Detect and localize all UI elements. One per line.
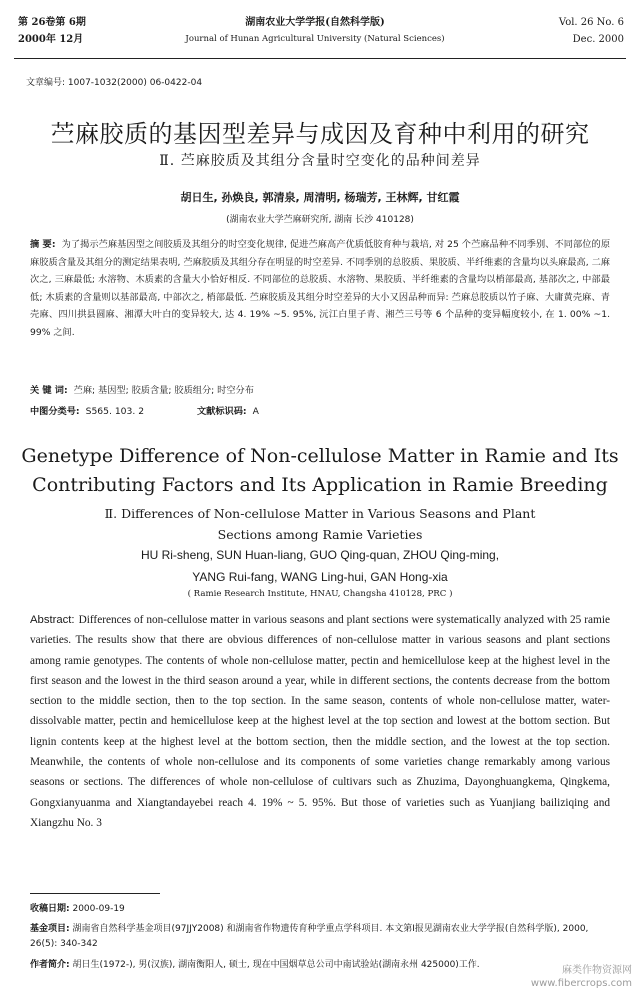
english-subtitle-line-1: Ⅱ. Differences of Non-cellulose Matter in Various Seasons and Plant [104, 506, 536, 521]
journal-zh: 湖南农业大学学报(自然科学版) [245, 17, 385, 28]
date-en: Dec. 2000 [572, 34, 624, 45]
footnote-fund [30, 922, 615, 952]
footnote-received [30, 902, 615, 917]
header-right [559, 14, 624, 48]
header-rule [14, 58, 626, 59]
footnote-rule [30, 893, 160, 894]
english-abstract [30, 610, 610, 833]
chinese-affiliation: (湖南农业大学苎麻研究所, 湖南 长沙 410128) [226, 215, 414, 225]
english-subtitle [0, 503, 640, 545]
received-label: 收稿日期: [30, 904, 70, 914]
chinese-abstract-text: 为了揭示苎麻基因型之间胶质及其组分的时空变化规律, 促进苎麻高产优质低胶育种与栽培, 对 25 个苎麻品种不同季别、不同部位的原麻胶质含量及其组分的测定结果表明, 苎麻胶质及其组分存在明显的时空差异. 不同季别的总胶质、果胶质、半纤维素的含量均以头麻最高, 二麻次之, 三麻最低; 水溶物、木质素的含量大小恰好相反. 不同部位的总胶质、水溶物、果胶质、半纤维素的含量均以梢部最高, 基部次之, 中部最低; 木质素的含量则以基部最高, 中部次之, 梢部最低. 苎麻胶质及其组分时空差异的大小又因品种而异: 苎麻总胶质以竹子麻、大庸黄壳麻、青壳麻、四川拱县圆麻、湘潭大叶白的变异较大, 达 4. 19% ~5. 95%, 沅江白里子青、湘苎三号等 6 个品种的变异幅度较小, 在 1. 00% ~1. 99% 之间. [30, 239, 611, 338]
date-zh: 2000年 12月 [18, 34, 84, 45]
clc-label: 中图分类号: [30, 406, 80, 417]
chinese-abstract-label: 摘 要: [30, 239, 56, 250]
doc-code-value: A [252, 406, 259, 417]
keywords-label: 关 键 词: [30, 385, 68, 396]
chinese-authors: 胡日生, 孙焕良, 郭清泉, 周清明, 杨瑞芳, 王林辉, 甘红霞 [180, 191, 460, 204]
english-authors [0, 544, 640, 588]
journal-en: Journal of Hunan Agricultural University (Natural Sciences) [185, 34, 445, 44]
chinese-subtitle: Ⅱ. 苎麻胶质及其组分含量时空变化的品种间差异 [159, 153, 481, 169]
clc-value: S565. 103. 2 [85, 406, 145, 417]
english-title-line-1: Genetype Difference of Non-cellulose Matter in Ramie and Its [21, 445, 619, 467]
running-header [10, 10, 630, 50]
header-left [18, 14, 86, 48]
doc-code-label: 文献标识码: [196, 406, 247, 417]
watermark-line-2: www.fibercrops.com [530, 978, 632, 989]
watermark [531, 964, 632, 990]
article-number: 文章编号: 1007-1032(2000) 06-0422-04 [26, 78, 203, 88]
volume-zh: 第 26卷第 6期 [18, 17, 86, 28]
english-authors-line-1: HU Ri-sheng, SUN Huan-liang, GUO Qing-quan, ZHOU Qing-ming, [140, 548, 500, 562]
author-label: 作者简介: [30, 960, 70, 970]
watermark-line-1: 麻类作物资源网 [562, 965, 632, 976]
chinese-keywords [30, 382, 610, 396]
author-text: 胡日生(1972-), 男(汉族), 湖南衡阳人, 硕士, 现在中国烟草总公司中南试验站(湖南永州 425000)工作. [72, 960, 480, 970]
english-subtitle-line-2: Sections among Ramie Varieties [217, 527, 423, 542]
received-date: 2000-09-19 [72, 904, 125, 914]
english-title-line-2: Contributing Factors and Its Application in Ramie Breeding [32, 474, 608, 496]
header-center [150, 14, 480, 48]
fund-text: 湖南省自然科学基金项目(97JJY2008) 和湖南省作物遗传育种学重点学科项目. 本文第Ⅰ报见湖南农业大学学报(自然科学版), 2000, 26(5): 340-342 [30, 924, 589, 949]
english-abstract-text: Differences of non-cellulose matter in various seasons and plant sections were systematically analyzed with 25 ramie varieties. The results show that there are obvious differences of non-cellulose matter in various seasons and plant sections among ramie genotypes. The contents of whole non-cellulose matter, pectin and hemicellulose keep at the highest level in the first season and the lowest in the third season around a year, while in different sections, the contents decrease from the bottom section to the middle section, then to the top section. In the same season, contents of whole non-cellulose matter, water-dissolvable matter, pectin and hemicellulose keep at the highest level at the top section and lowest at the bottom section. But lignin contents keep at the highest level at the bottom section, then the middle section, and the lowest at the top section. Meanwhile, the contents of whole non-cellulose and its components of some varieties change remarkably among various seasons or sections. The differences of whole non-cellulose of cultivars such as Zhuzima, Dayonghuangkema, Qingkema, Gongxianyuanma and Xiangtandayebei reach 4. 19% ~ 5. 95%. But those of varieties such as Yuanjiang bailiziqing and Xiangzhu No. 3 [30, 614, 610, 829]
english-title [0, 442, 640, 500]
english-authors-line-2: YANG Rui-fang, WANG Ling-hui, GAN Hong-xia [192, 570, 448, 584]
classification-line [30, 403, 610, 417]
keywords-text: 苎麻; 基因型; 胶质含量; 胶质组分; 时空分布 [73, 385, 254, 396]
english-affiliation: ( Ramie Research Institute, HNAU, Changsha 410128, PRC ) [187, 589, 453, 599]
footnote-author [30, 958, 615, 973]
chinese-title: 苎麻胶质的基因型差异与成因及育种中利用的研究 [50, 120, 590, 148]
chinese-abstract [30, 236, 610, 341]
fund-label: 基金项目: [30, 924, 70, 934]
volume-en: Vol. 26 No. 6 [558, 17, 624, 28]
english-abstract-label: Abstract: [30, 614, 75, 626]
